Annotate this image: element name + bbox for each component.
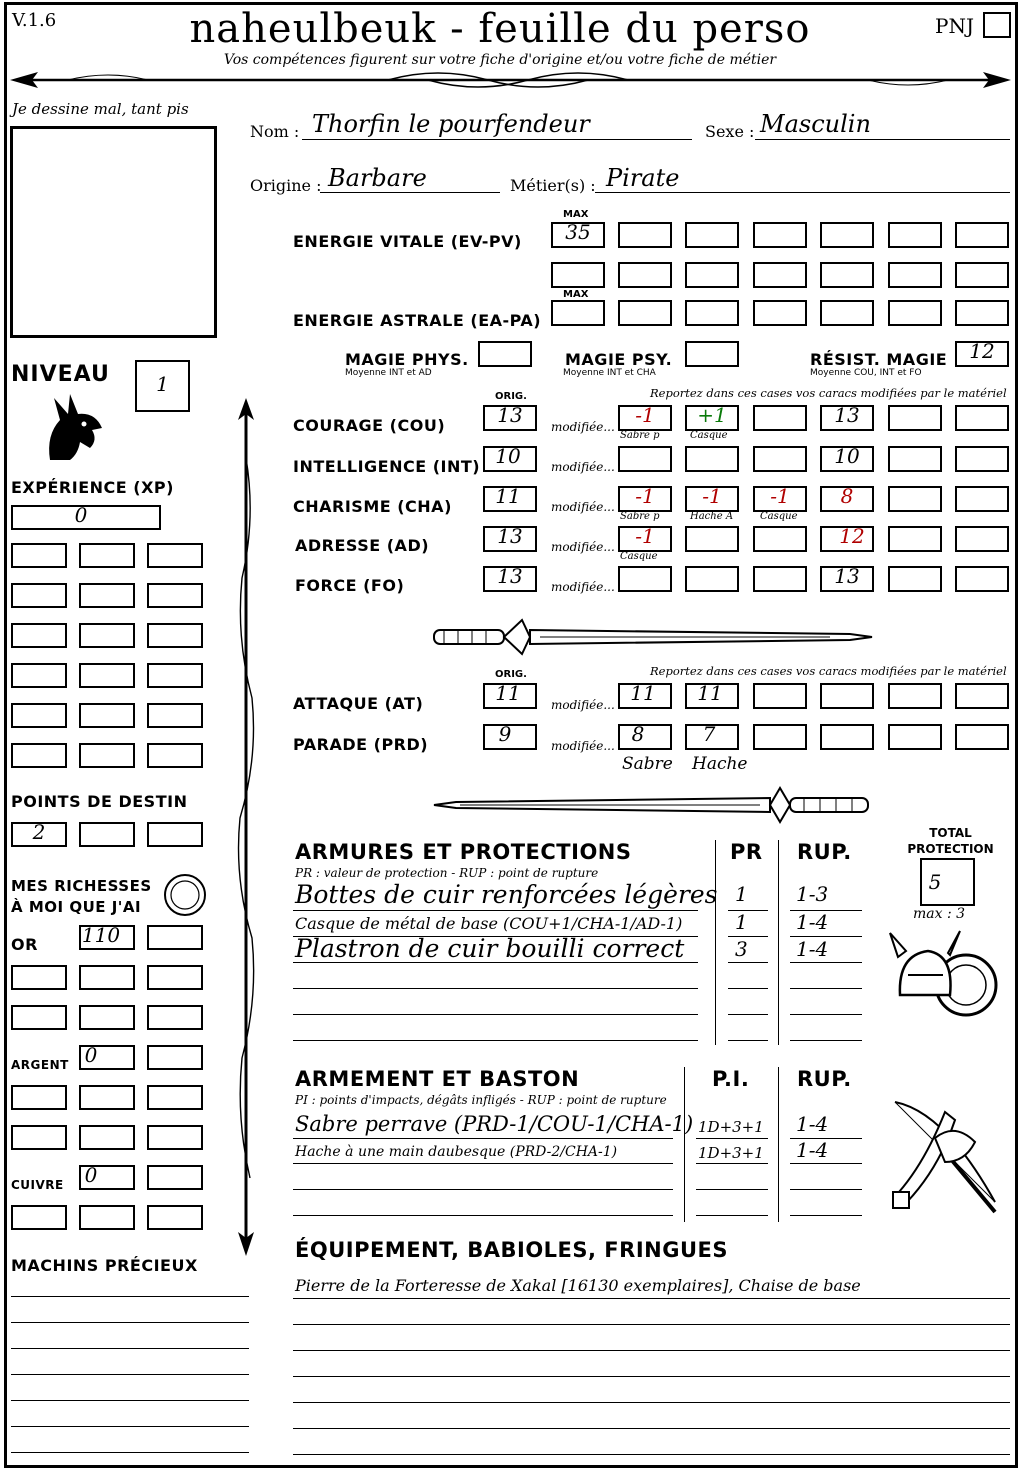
argent-value: 0	[84, 1043, 98, 1067]
spear-icon	[232, 398, 260, 1258]
combat-orig-label: ORIG.	[495, 669, 527, 680]
pnj-checkbox[interactable]	[983, 12, 1011, 38]
ea-box[interactable]	[820, 300, 874, 326]
sexe-label: Sexe :	[705, 122, 755, 141]
cha-mod-box[interactable]	[888, 486, 942, 512]
weapons-icon	[885, 1092, 1005, 1217]
equipment-line-1[interactable]: Pierre de la Forteresse de Xakal [16130 exemplaires], Chaise de base	[295, 1276, 861, 1295]
ev-box[interactable]	[551, 262, 605, 288]
xp-box[interactable]	[147, 623, 203, 648]
magie-phys-label: MAGIE PHYS.	[345, 350, 469, 369]
prd-mod-box[interactable]	[753, 724, 807, 750]
armor-row-name[interactable]: Plastron de cuir bouilli correct	[295, 934, 685, 963]
cou-final: 13	[834, 403, 860, 427]
xp-box[interactable]	[79, 543, 135, 568]
at-mod-box[interactable]	[888, 683, 942, 709]
weapon-row-rup[interactable]: 1-4	[796, 1138, 829, 1162]
helmet-shield-icon	[888, 925, 998, 1035]
resist-magie-sub: Moyenne COU, INT et FO	[810, 368, 922, 378]
cuivre-label: CUIVRE	[11, 1178, 64, 1192]
weapon-row-name[interactable]: Hache à une main daubesque (PRD-2/CHA-1)	[295, 1144, 618, 1160]
ev-box[interactable]	[820, 262, 874, 288]
armor-row-pr[interactable]: 1	[735, 910, 748, 934]
niveau-value: 1	[156, 372, 169, 396]
cha-orig: 11	[495, 484, 521, 508]
fo-label: FORCE (FO)	[295, 576, 405, 595]
cha-mod-3: -1	[770, 484, 790, 508]
xp-box[interactable]	[147, 703, 203, 728]
armor-row-name[interactable]: Casque de métal de base (COU+1/CHA-1/AD-1)	[295, 914, 683, 933]
argent-box[interactable]	[79, 1125, 135, 1150]
total-protection-label-1: TOTAL	[929, 826, 972, 840]
xp-box[interactable]	[79, 663, 135, 688]
ev-box[interactable]	[618, 262, 672, 288]
cuivre-box[interactable]	[79, 1205, 135, 1230]
magie-psy-sub: Moyenne INT et CHA	[563, 368, 656, 378]
origine-value[interactable]: Barbare	[328, 164, 427, 192]
version-label: V.1.6	[12, 10, 57, 31]
cha-mod-3-caption: Casque	[760, 511, 798, 522]
combat-caption-1: Sabre	[622, 754, 673, 774]
at-label: ATTAQUE (AT)	[293, 694, 424, 713]
at-modif-label: modifiée...	[551, 698, 615, 712]
armor-row-rup[interactable]: 1-4	[796, 910, 829, 934]
cou-modif-label: modifiée...	[551, 420, 615, 434]
destin-value: 2	[32, 820, 46, 844]
fo-final: 13	[834, 564, 860, 588]
prd-label: PARADE (PRD)	[293, 735, 429, 754]
ad-mod-box[interactable]	[685, 526, 739, 552]
sword-icon	[430, 612, 875, 662]
xp-box[interactable]	[147, 543, 203, 568]
ea-max-label: MAX	[563, 289, 589, 300]
ev-box[interactable]	[955, 222, 1009, 248]
prd-mod-box[interactable]	[888, 724, 942, 750]
stats-orig-label: ORIG.	[495, 391, 527, 402]
ev-box[interactable]	[888, 222, 942, 248]
prd-modif-label: modifiée...	[551, 739, 615, 753]
fo-mod-box[interactable]	[753, 566, 807, 592]
armor-row-pr[interactable]: 1	[735, 882, 748, 906]
pnj-label: PNJ	[935, 14, 974, 38]
ev-box[interactable]	[685, 222, 739, 248]
richesses-label-2: À MOI QUE J'AI	[11, 898, 142, 916]
at-mod-box[interactable]	[955, 683, 1009, 709]
xp-label: EXPÉRIENCE (XP)	[11, 478, 174, 497]
weapon-row-pi[interactable]: 1D+3+1	[698, 1144, 764, 1162]
fo-mod-box[interactable]	[618, 566, 672, 592]
or-label: OR	[11, 935, 38, 954]
destin-box[interactable]	[147, 822, 203, 847]
or-box[interactable]	[147, 965, 203, 990]
int-label: INTELLIGENCE (INT)	[293, 457, 481, 476]
prd-value-2: 7	[702, 722, 716, 746]
int-orig: 10	[495, 444, 521, 468]
ad-modif-label: modifiée...	[551, 540, 615, 554]
cuivre-value: 0	[84, 1163, 98, 1187]
or-box[interactable]	[147, 1005, 203, 1030]
ad-mod-box[interactable]	[753, 526, 807, 552]
prd-value-1: 8	[631, 722, 645, 746]
sexe-value[interactable]: Masculin	[760, 110, 871, 138]
ev-label: ENERGIE VITALE (EV-PV)	[293, 232, 522, 251]
xp-box[interactable]	[79, 583, 135, 608]
prd-mod-box[interactable]	[955, 724, 1009, 750]
ad-orig: 13	[497, 524, 523, 548]
destin-box[interactable]	[79, 822, 135, 847]
armor-subtitle: PR : valeur de protection - RUP : point de rupture	[295, 866, 599, 880]
cou-mod-box[interactable]	[955, 405, 1009, 431]
resist-magie-value: 12	[969, 339, 995, 363]
cou-mod-box[interactable]	[753, 405, 807, 431]
machins-precieux-label: MACHINS PRÉCIEUX	[11, 1256, 198, 1275]
ea-box[interactable]	[955, 300, 1009, 326]
argent-box[interactable]	[79, 1085, 135, 1110]
ad-final: 12	[839, 524, 865, 548]
fo-mod-box[interactable]	[685, 566, 739, 592]
ea-box[interactable]	[888, 300, 942, 326]
xp-box[interactable]	[147, 743, 203, 768]
cou-mod-2: +1	[697, 403, 727, 427]
xp-value: 0	[74, 503, 88, 527]
weapons-rup-header: RUP.	[797, 1067, 852, 1091]
or-value: 110	[81, 923, 121, 947]
prd-mod-box[interactable]	[820, 724, 874, 750]
page-title: naheulbeuk - feuille du perso	[189, 6, 811, 52]
ev-box[interactable]	[820, 222, 874, 248]
prd-orig: 9	[498, 722, 512, 746]
ad-mod-1: -1	[635, 524, 655, 548]
armor-title: ARMURES ET PROTECTIONS	[295, 840, 632, 864]
total-protection-max: max : 3	[913, 906, 966, 922]
armor-row-rup[interactable]: 1-3	[796, 882, 829, 906]
ad-mod-box[interactable]	[888, 526, 942, 552]
magie-psy-box[interactable]	[685, 341, 739, 367]
xp-box[interactable]	[79, 703, 135, 728]
stats-note: Reportez dans ces cases vos caracs modifiées par le matériel	[650, 386, 1007, 400]
argent-box[interactable]	[147, 1085, 203, 1110]
ev-box[interactable]	[685, 262, 739, 288]
ev-box[interactable]	[753, 222, 807, 248]
xp-box[interactable]	[147, 663, 203, 688]
magie-phys-sub: Moyenne INT et AD	[345, 368, 432, 378]
ev-box[interactable]	[618, 222, 672, 248]
cou-mod-1: -1	[635, 403, 655, 427]
fo-mod-box[interactable]	[888, 566, 942, 592]
combat-caption-2: Hache	[692, 754, 748, 774]
xp-box[interactable]	[11, 743, 67, 768]
coin-icon	[162, 872, 208, 918]
ev-box[interactable]	[753, 262, 807, 288]
argent-box[interactable]	[11, 1085, 67, 1110]
cha-mod-box[interactable]	[955, 486, 1009, 512]
ea-box[interactable]	[618, 300, 672, 326]
cha-mod-1-caption: Sabre p	[620, 511, 660, 522]
armor-row-name[interactable]: Bottes de cuir renforcées légères	[295, 880, 718, 909]
at-orig: 11	[495, 681, 521, 705]
xp-box[interactable]	[11, 663, 67, 688]
weapons-title: ARMEMENT ET BASTON	[295, 1067, 580, 1091]
cuivre-box[interactable]	[147, 1165, 203, 1190]
cou-mod-1-caption: Sabre p	[620, 430, 660, 441]
xp-box[interactable]	[11, 703, 67, 728]
armor-row-pr[interactable]: 3	[735, 937, 748, 961]
metier-label: Métier(s) :	[510, 176, 596, 195]
argent-box[interactable]	[11, 1125, 67, 1150]
armor-row-rup[interactable]: 1-4	[796, 937, 829, 961]
at-mod-box[interactable]	[820, 683, 874, 709]
metier-value[interactable]: Pirate	[606, 164, 680, 192]
nom-label: Nom :	[250, 122, 300, 141]
xp-box[interactable]	[11, 623, 67, 648]
ev-box[interactable]	[955, 262, 1009, 288]
sword-icon	[430, 780, 875, 830]
magie-phys-box[interactable]	[478, 341, 532, 367]
xp-box[interactable]	[79, 743, 135, 768]
cou-mod-2-caption: Casque	[690, 430, 728, 441]
int-mod-box[interactable]	[955, 446, 1009, 472]
ad-mod-box[interactable]	[955, 526, 1009, 552]
or-box[interactable]	[11, 1005, 67, 1030]
at-value-2: 11	[697, 681, 723, 705]
cha-mod-1: -1	[635, 484, 655, 508]
int-modif-label: modifiée...	[551, 460, 615, 474]
fo-orig: 13	[497, 564, 523, 588]
ad-label: ADRESSE (AD)	[295, 536, 430, 555]
spear-divider-icon	[8, 66, 1013, 96]
or-box[interactable]	[11, 965, 67, 990]
weapon-row-rup[interactable]: 1-4	[796, 1112, 829, 1136]
armor-pr-header: PR	[730, 840, 763, 864]
armor-rup-header: RUP.	[797, 840, 852, 864]
fo-modif-label: modifiée...	[551, 580, 615, 594]
origine-label: Origine :	[250, 176, 322, 195]
int-final: 10	[834, 444, 860, 468]
cou-mod-box[interactable]	[888, 405, 942, 431]
ev-max-label: MAX	[563, 209, 589, 220]
xp-box[interactable]	[11, 543, 67, 568]
xp-box[interactable]	[79, 623, 135, 648]
page-subtitle: Vos compétences figurent sur votre fiche d'origine et/ou votre fiche de métier	[223, 52, 777, 68]
total-protection-label-2: PROTECTION	[907, 842, 994, 856]
ea-max-box[interactable]	[551, 300, 605, 326]
cha-label: CHARISME (CHA)	[293, 497, 452, 516]
argent-box[interactable]	[147, 1045, 203, 1070]
cha-modif-label: modifiée...	[551, 500, 615, 514]
portrait-box[interactable]	[10, 126, 217, 338]
destin-label: POINTS DE DESTIN	[11, 792, 188, 811]
or-box[interactable]	[147, 925, 203, 950]
ea-box[interactable]	[753, 300, 807, 326]
int-mod-box[interactable]	[618, 446, 672, 472]
niveau-label: NIVEAU	[11, 362, 110, 387]
cuivre-box[interactable]	[11, 1205, 67, 1230]
dragon-icon	[40, 390, 106, 462]
cuivre-box[interactable]	[147, 1205, 203, 1230]
weapons-subtitle: PI : points d'impacts, dégâts infligés - RUP : point de rupture	[295, 1093, 667, 1107]
int-mod-box[interactable]	[753, 446, 807, 472]
or-box[interactable]	[79, 1005, 135, 1030]
fo-mod-box[interactable]	[955, 566, 1009, 592]
weapon-row-name[interactable]: Sabre perrave (PRD-1/COU-1/CHA-1)	[295, 1112, 694, 1136]
weapons-pi-header: P.I.	[712, 1067, 750, 1091]
int-mod-box[interactable]	[888, 446, 942, 472]
ea-box[interactable]	[685, 300, 739, 326]
cha-final: 8	[840, 484, 854, 508]
ev-max-value: 35	[565, 220, 591, 244]
ad-mod-1-caption: Casque	[620, 551, 658, 562]
or-box[interactable]	[79, 965, 135, 990]
cha-mod-2-caption: Hache A	[690, 511, 734, 522]
xp-box[interactable]	[147, 583, 203, 608]
cou-label: COURAGE (COU)	[293, 416, 446, 435]
at-mod-box[interactable]	[753, 683, 807, 709]
combat-note: Reportez dans ces cases vos caracs modifiées par le matériel	[650, 664, 1007, 678]
richesses-label-1: MES RICHESSES	[11, 877, 152, 895]
xp-box[interactable]	[11, 583, 67, 608]
argent-label: ARGENT	[11, 1058, 69, 1072]
ev-box[interactable]	[888, 262, 942, 288]
cha-mod-2: -1	[702, 484, 722, 508]
nom-value[interactable]: Thorfin le pourfendeur	[312, 110, 590, 138]
at-value-1: 11	[630, 681, 656, 705]
magie-psy-label: MAGIE PSY.	[565, 350, 673, 369]
equipment-title: ÉQUIPEMENT, BABIOLES, FRINGUES	[295, 1238, 728, 1262]
total-protection-value: 5	[928, 870, 942, 894]
int-mod-box[interactable]	[685, 446, 739, 472]
argent-box[interactable]	[147, 1125, 203, 1150]
portrait-caption: Je dessine mal, tant pis	[12, 100, 189, 118]
cou-orig: 13	[497, 403, 523, 427]
resist-magie-label: RÉSIST. MAGIE	[810, 350, 948, 369]
weapon-row-pi[interactable]: 1D+3+1	[698, 1118, 764, 1136]
ea-label: ENERGIE ASTRALE (EA-PA)	[293, 311, 542, 330]
